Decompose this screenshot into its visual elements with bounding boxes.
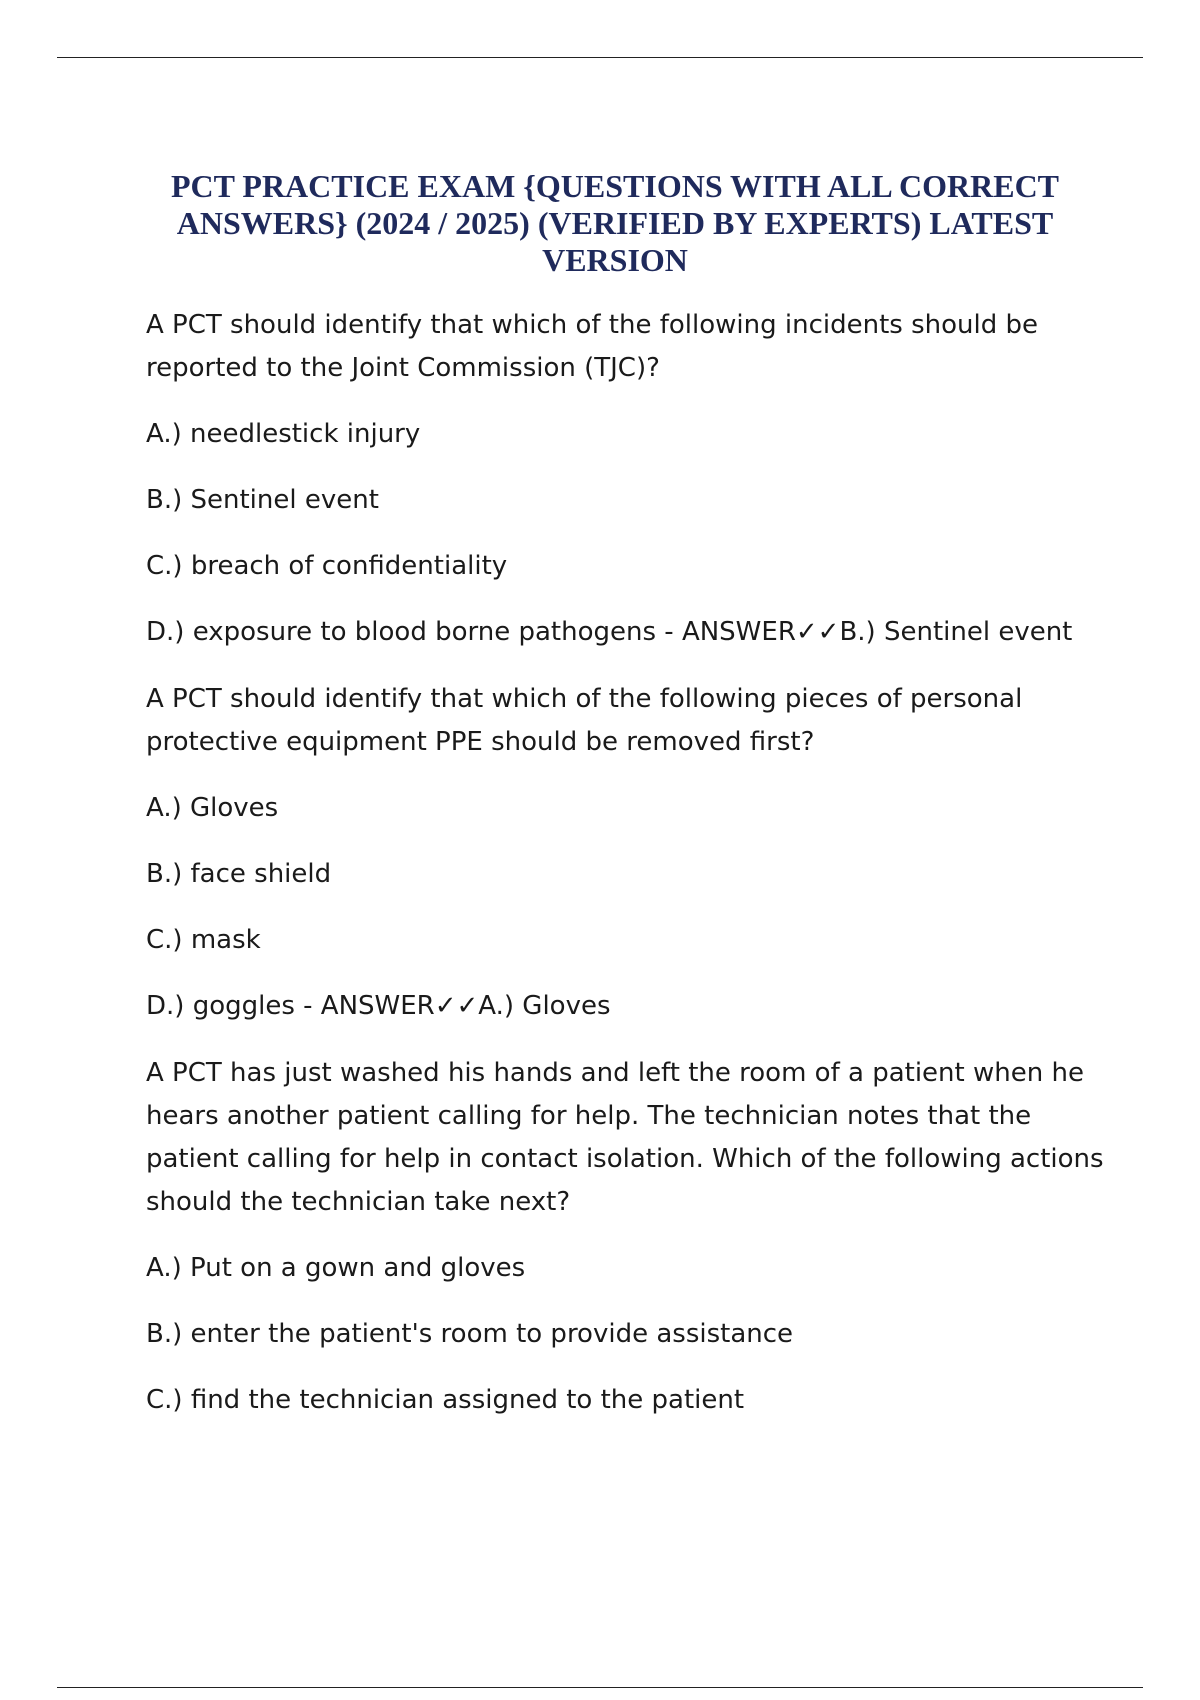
answer-option: A.) Put on a gown and gloves	[146, 1253, 526, 1283]
answer-option: A.) Gloves	[146, 793, 279, 823]
header-rule	[57, 57, 1143, 58]
question-text: A PCT should identify that which of the following pieces of personal protective equipment PPE should be removed first?	[146, 684, 1023, 757]
answer-option: B.) face shield	[146, 859, 332, 889]
footer-rule	[57, 1687, 1143, 1688]
answer-option: B.) enter the patient's room to provide assistance	[146, 1319, 794, 1349]
document-title: PCT PRACTICE EXAM {QUESTIONS WITH ALL CORRECT ANSWERS} (2024 / 2025) (VERIFIED BY EXPERTS) LATEST VERSION	[170, 168, 1060, 278]
answer-option: C.) mask	[146, 925, 261, 955]
answer-option: B.) Sentinel event	[146, 485, 379, 515]
answer-option-with-answer: D.) goggles - ANSWER✓✓A.) Gloves	[146, 991, 611, 1021]
question-text: A PCT should identify that which of the following incidents should be reported to the Joint Commission (TJC)?	[146, 310, 1038, 383]
question-list	[146, 302, 1106, 1444]
answer-option: A.) needlestick injury	[146, 419, 421, 449]
question-block	[146, 1050, 1106, 1422]
answer-option: C.) breach of confidentiality	[146, 551, 508, 581]
question-block	[146, 302, 1106, 654]
question-text: A PCT has just washed his hands and left the room of a patient when he hears another patient calling for help. The technician notes that the patient calling for help in contact isolation. Which of the following actions should the technician take next?	[146, 1058, 1104, 1217]
answer-option-with-answer: D.) exposure to blood borne pathogens - ANSWER✓✓B.) Sentinel event	[146, 617, 1073, 647]
question-block	[146, 676, 1106, 1028]
answer-option: C.) find the technician assigned to the patient	[146, 1385, 745, 1415]
